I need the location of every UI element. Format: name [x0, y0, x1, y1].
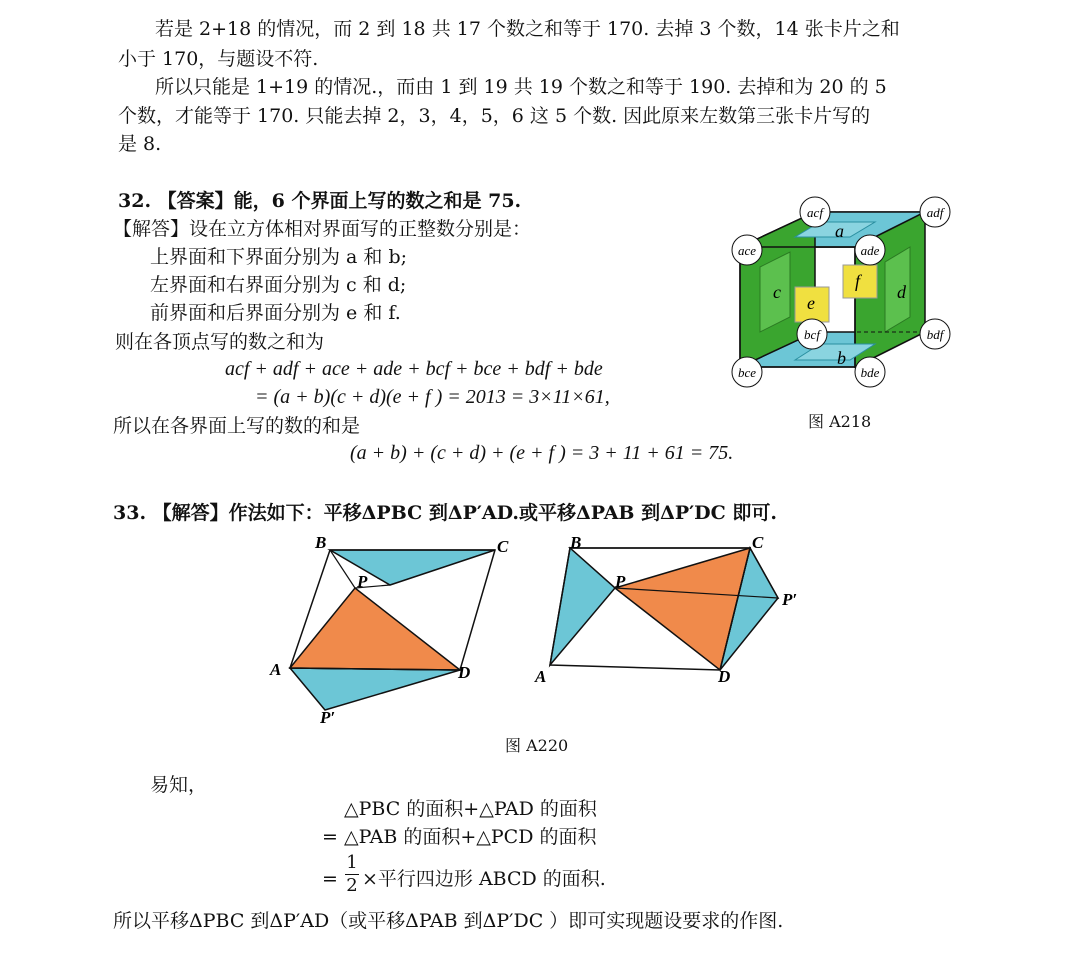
parallelogram-figure-left	[265, 530, 515, 730]
vertex-bcf	[797, 319, 827, 349]
intro-line-1: 若是 2+18 的情况，而 2 到 18 共 17 个数之和等于 170. 去掉 3 个数，14 张卡片之和	[155, 18, 900, 40]
q32-equation-2: = (a + b)(c + d)(e + f ) = 2013 = 3×11×61,	[255, 386, 610, 408]
vertex-ace	[732, 235, 762, 265]
vertex-bdf	[920, 319, 950, 349]
vertex-adf	[920, 197, 950, 227]
q33-relation-3-eq: =	[322, 868, 338, 890]
q33-heading: 33. 【解答】作法如下：平移ΔPBC 到ΔP′AD.或平移ΔPAB 到ΔP′DC 即可.	[113, 502, 777, 524]
face-label-e: e	[807, 293, 815, 313]
q33-relation-2: = △PAB 的面积+△PCD 的面积	[322, 826, 597, 848]
q33-relation-1: △PBC 的面积+△PAD 的面积	[344, 798, 597, 820]
face-label-d: d	[897, 282, 906, 302]
q32-step-5: 所以在各界面上写的数的和是	[113, 415, 361, 437]
q32-heading: 32. 【答案】能，6 个界面上写的数之和是 75.	[118, 190, 522, 212]
q32-step-1: 上界面和下界面分别为 a 和 b;	[150, 246, 408, 268]
vertex-bce	[732, 357, 762, 387]
point-Pprime-left: P′	[320, 708, 336, 727]
point-C-right: C	[752, 533, 764, 552]
q33-easy: 易知，	[150, 774, 208, 796]
point-D-right: D	[718, 667, 731, 686]
q32-step-3: 前界面和后界面分别为 e 和 f.	[150, 302, 401, 324]
point-B-left: B	[315, 533, 327, 552]
point-D-left: D	[458, 663, 471, 682]
vertex-bde	[855, 357, 885, 387]
svg-text:bde: bde	[860, 365, 880, 380]
intro-line-4: 个数，才能等于 170. 只能去掉 2，3，4，5，6 这 5 个数. 因此原来左数第三张卡片写的	[118, 105, 871, 127]
svg-text:ade: ade	[860, 243, 880, 258]
intro-line-3: 所以只能是 1+19 的情况.，而由 1 到 19 共 19 个数之和等于 190. 去掉和为 20 的 5	[155, 76, 887, 98]
q33-conclusion: 所以平移ΔPBC 到ΔP′AD（或平移ΔPAB 到ΔP′DC ）即可实现题设要求的作图.	[113, 910, 784, 932]
svg-text:bdf: bdf	[926, 327, 944, 342]
point-P-right: P	[615, 572, 626, 591]
svg-text:adf: adf	[926, 205, 944, 220]
one-half-fraction: 1 2	[346, 852, 358, 896]
vertex-acf	[800, 197, 830, 227]
point-B-right: B	[570, 533, 582, 552]
point-A-right: A	[535, 667, 547, 686]
intro-line-2: 小于 170，与题设不符.	[118, 48, 319, 70]
q32-solution-intro: 【解答】设在立方体相对界面写的正整数分别是：	[113, 218, 532, 240]
intro-line-5: 是 8.	[118, 133, 162, 155]
face-label-c: c	[773, 282, 781, 302]
q32-equation-3: (a + b) + (c + d) + (e + f ) = 3 + 11 + 61 = 75.	[350, 442, 734, 464]
svg-text:bcf: bcf	[804, 327, 820, 342]
face-label-b: b	[837, 348, 846, 368]
point-A-left: A	[270, 660, 282, 679]
face-label-f: f	[855, 271, 861, 291]
svg-text:bce: bce	[737, 365, 757, 380]
figure-caption-a220: 图 A220	[505, 736, 569, 755]
point-Pprime-right: P′	[782, 590, 798, 609]
figure-caption-a218: 图 A218	[808, 412, 872, 431]
q33-relation-3: ×平行四边形 ABCD 的面积.	[362, 868, 606, 890]
q32-equation-1: acf + adf + ace + ade + bcf + bce + bdf + bde	[225, 358, 603, 380]
q32-step-2: 左界面和右界面分别为 c 和 d;	[150, 274, 407, 296]
face-label-a: a	[835, 221, 844, 241]
point-C-left: C	[497, 537, 509, 556]
q32-step-4: 则在各顶点写的数之和为	[115, 331, 325, 353]
point-P-left: P	[357, 572, 368, 591]
svg-text:ace: ace	[737, 243, 757, 258]
svg-text:acf: acf	[807, 205, 823, 220]
cube-figure	[725, 192, 965, 392]
parallelogram-figure-right	[530, 530, 810, 690]
vertex-ade	[855, 235, 885, 265]
